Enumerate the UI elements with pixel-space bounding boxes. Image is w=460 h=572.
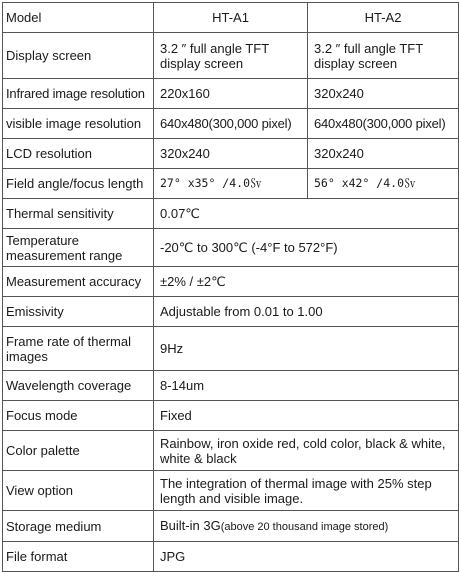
row-value: 0.07℃	[154, 199, 459, 229]
row-label: Storage medium	[3, 511, 154, 542]
header-row	[3, 3, 459, 33]
row-label: Thermal sensitivity	[3, 199, 154, 229]
table-row	[3, 371, 459, 401]
model-header: Model	[3, 3, 154, 33]
row-value: Adjustable from 0.01 to 1.00	[154, 297, 459, 327]
row-label: Focus mode	[3, 401, 154, 431]
row-label: File format	[3, 542, 154, 572]
ht-a1-value: 27° x35° /4.0㏜	[154, 169, 308, 199]
ht-a1-value: 640x480(300,000 pixel)	[154, 109, 308, 139]
table-row	[3, 471, 459, 511]
row-label: visible image resolution	[3, 109, 154, 139]
row-label: View option	[3, 471, 154, 511]
table-row	[3, 297, 459, 327]
row-label: Measurement accuracy	[3, 267, 154, 297]
row-value: JPG	[154, 542, 459, 572]
row-label: Field angle/focus length	[3, 169, 154, 199]
row-value: Fixed	[154, 401, 459, 431]
row-value: 8-14um	[154, 371, 459, 401]
ht-a2-value: 320x240	[308, 139, 459, 169]
spec-table	[2, 2, 459, 572]
ht-a2-value: 56° x42° /4.0㏜	[308, 169, 459, 199]
row-value: ±2% / ±2℃	[154, 267, 459, 297]
row-value: 9Hz	[154, 327, 459, 371]
table-row	[3, 109, 459, 139]
row-label: LCD resolution	[3, 139, 154, 169]
storage-note: (above 20 thousand image stored)	[220, 520, 389, 533]
row-label: Frame rate of thermal images	[3, 327, 154, 371]
model-ht-a2-header: HT-A2	[308, 3, 459, 33]
ht-a2-value: 3.2 ″ full angle TFT display screen	[308, 33, 459, 79]
row-value: The integration of thermal image with 25% step length and visible image.	[154, 471, 459, 511]
ht-a1-value: 220x160	[154, 79, 308, 109]
table-row	[3, 267, 459, 297]
table-row	[3, 542, 459, 572]
row-label: Emissivity	[3, 297, 154, 327]
row-value	[154, 511, 459, 542]
row-value: Rainbow, iron oxide red, cold color, black & white, white & black	[154, 431, 459, 471]
table-row	[3, 327, 459, 371]
table-row	[3, 511, 459, 542]
table-row	[3, 33, 459, 79]
ht-a1-value: 3.2 ″ full angle TFT display screen	[154, 33, 308, 79]
row-label: Temperature measurement range	[3, 229, 154, 267]
storage-capacity: Built-in 3G	[160, 517, 221, 533]
table-row	[3, 401, 459, 431]
table-row	[3, 139, 459, 169]
row-label: Infrared image resolution	[3, 79, 154, 109]
ht-a2-value: 320x240	[308, 79, 459, 109]
table-row	[3, 169, 459, 199]
row-label: Color palette	[3, 431, 154, 471]
row-label: Display screen	[3, 33, 154, 79]
row-value: -20℃ to 300℃ (-4°F to 572°F)	[154, 229, 459, 267]
table-row	[3, 79, 459, 109]
ht-a2-value: 640x480(300,000 pixel)	[308, 109, 459, 139]
table-row	[3, 199, 459, 229]
model-ht-a1-header: HT-A1	[154, 3, 308, 33]
ht-a1-value: 320x240	[154, 139, 308, 169]
row-label: Wavelength coverage	[3, 371, 154, 401]
table-row	[3, 229, 459, 267]
table-row	[3, 431, 459, 471]
